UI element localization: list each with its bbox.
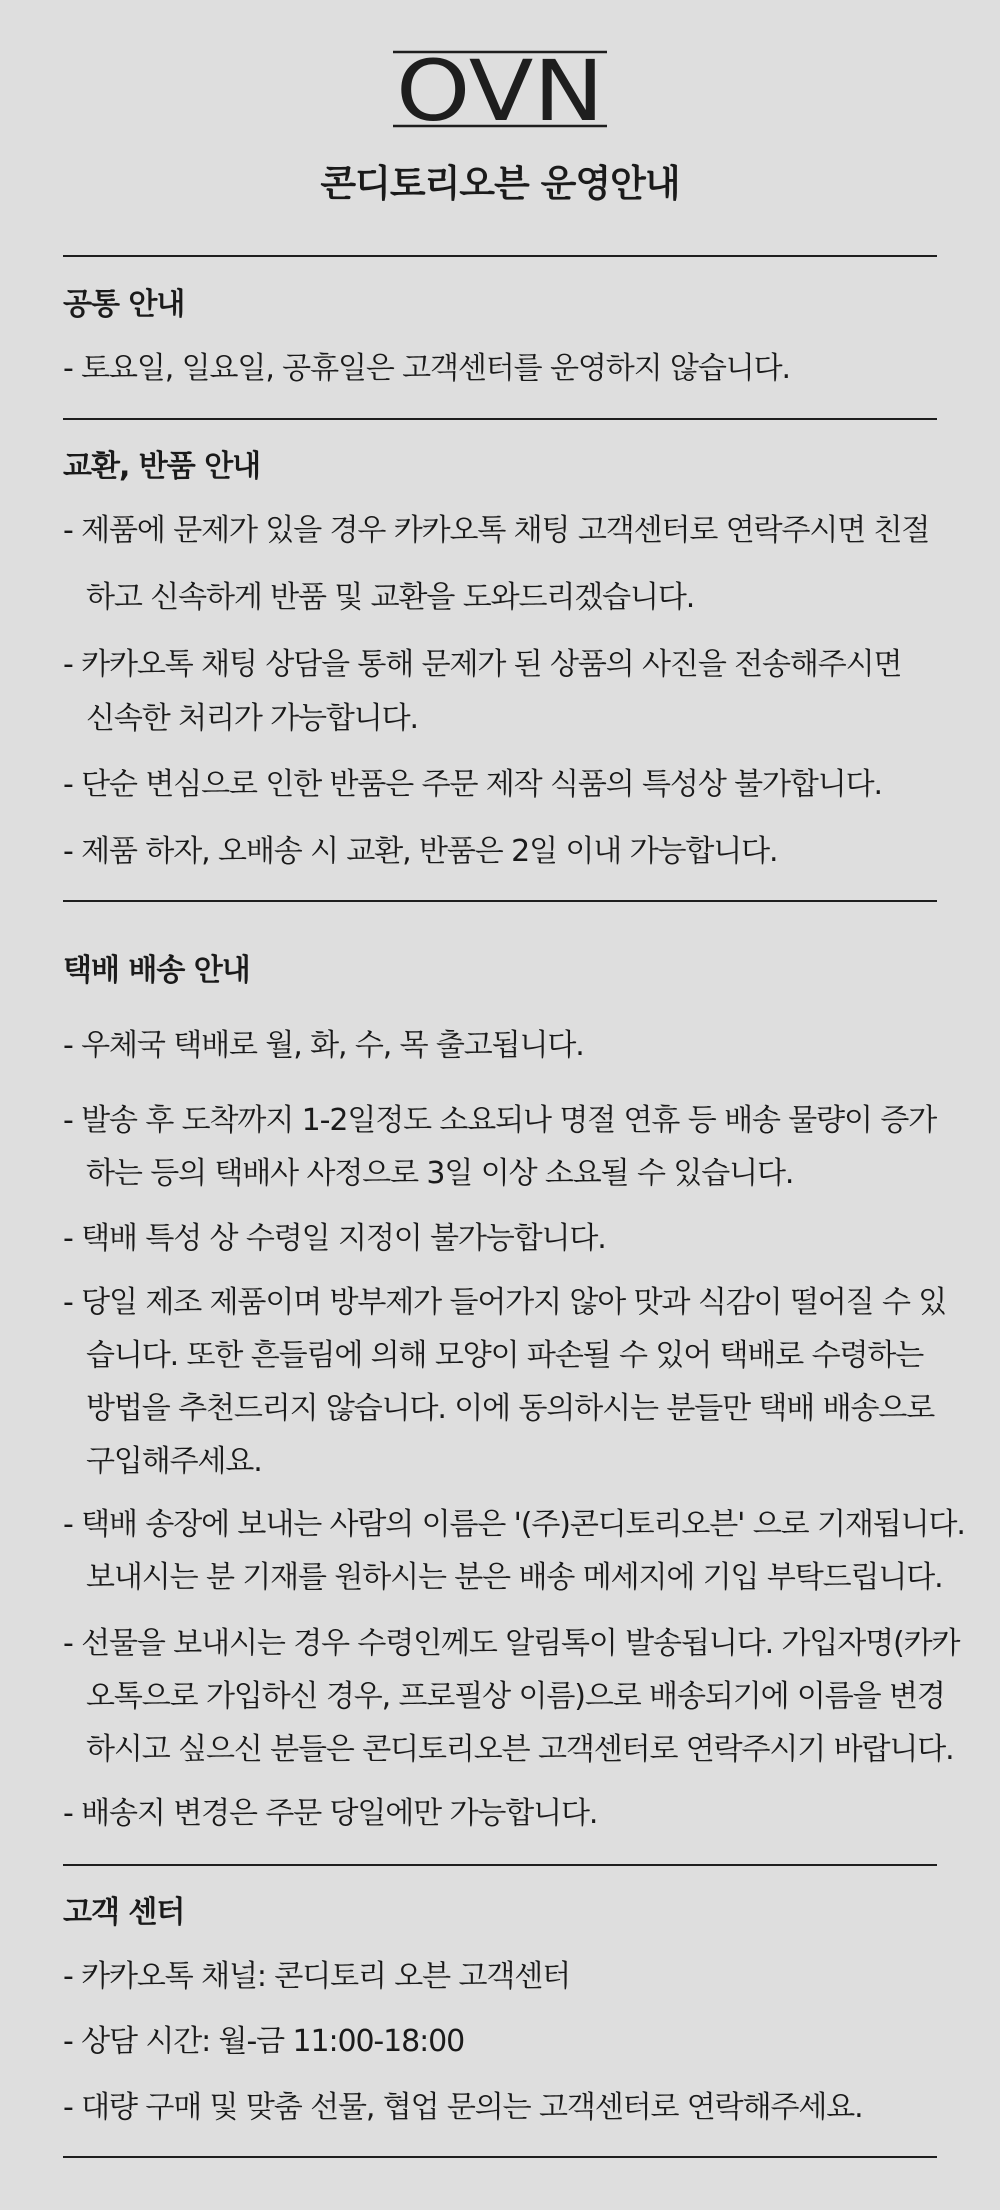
notice-line-continued: 하는 등의 택배사 사정으로 3일 이상 소요될 수 있습니다. xyxy=(86,1156,794,1191)
notice-line-continued: 하고 신속하게 반품 및 교환을 도와드리겠습니다. xyxy=(86,580,695,615)
notice-line: - 제품 하자, 오배송 시 교환, 반품은 2일 이내 가능합니다. xyxy=(63,834,778,869)
divider xyxy=(63,900,937,902)
notice-line-continued: 구입해주세요. xyxy=(86,1444,262,1479)
notice-line: - 단순 변심으로 인한 반품은 주문 제작 식품의 특성상 불가합니다. xyxy=(63,767,882,802)
notice-line-continued: 습니다. 또한 흔들림에 의해 모양이 파손될 수 있어 택배로 수령하는 xyxy=(86,1338,924,1373)
notice-line: - 토요일, 일요일, 공휴일은 고객센터를 운영하지 않습니다. xyxy=(63,351,790,386)
divider xyxy=(63,255,937,257)
divider xyxy=(63,1864,937,1866)
notice-line: - 당일 제조 제품이며 방부제가 들어가지 않아 맛과 식감이 떨어질 수 있 xyxy=(63,1285,947,1320)
notice-line-continued: 방법을 추천드리지 않습니다. 이에 동의하시는 분들만 택배 배송으로 xyxy=(86,1391,935,1426)
ovn-logo xyxy=(393,50,607,128)
notice-line: - 상담 시간: 월-금 11:00-18:00 xyxy=(63,2024,465,2059)
divider xyxy=(63,2156,937,2158)
section-title-exchange-return: 교환, 반품 안내 xyxy=(63,449,261,484)
notice-line: - 선물을 보내시는 경우 수령인께도 알림톡이 발송됩니다. 가입자명(카카 xyxy=(63,1626,960,1661)
notice-line-continued: 하시고 싶으신 분들은 콘디토리오븐 고객센터로 연락주시기 바랍니다. xyxy=(86,1732,954,1767)
section-title-customer-center: 고객 센터 xyxy=(63,1895,185,1930)
section-title-common: 공통 안내 xyxy=(63,287,185,322)
notice-line: - 우체국 택배로 월, 화, 수, 목 출고됩니다. xyxy=(63,1028,584,1063)
notice-line-continued: 오톡으로 가입하신 경우, 프로필상 이름)으로 배송되기에 이름을 변경 xyxy=(86,1679,945,1714)
section-title-delivery: 택배 배송 안내 xyxy=(63,953,250,988)
notice-line-continued: 보내시는 분 기재를 원하시는 분은 배송 메세지에 기입 부탁드립니다. xyxy=(86,1560,943,1595)
page-title: 콘디토리오븐 운영안내 xyxy=(320,162,680,205)
notice-line: - 카카오톡 채팅 상담을 통해 문제가 된 상품의 사진을 전송해주시면 xyxy=(63,647,902,682)
logo-text: OVN xyxy=(396,50,604,128)
notice-line: - 카카오톡 채널: 콘디토리 오븐 고객센터 xyxy=(63,1959,570,1994)
ovn-logo-graphic xyxy=(393,50,607,128)
notice-line: - 택배 특성 상 수령일 지정이 불가능합니다. xyxy=(63,1221,606,1256)
notice-line: - 배송지 변경은 주문 당일에만 가능합니다. xyxy=(63,1796,598,1831)
notice-line: - 대량 구매 및 맞춤 선물, 협업 문의는 고객센터로 연락해주세요. xyxy=(63,2090,863,2125)
notice-line-continued: 신속한 처리가 가능합니다. xyxy=(86,701,418,736)
notice-line: - 제품에 문제가 있을 경우 카카오톡 채팅 고객센터로 연락주시면 친절 xyxy=(63,513,930,548)
notice-line: - 택배 송장에 보내는 사람의 이름은 '(주)콘디토리오븐' 으로 기재됩니다. xyxy=(63,1507,965,1542)
notice-line: - 발송 후 도착까지 1-2일정도 소요되나 명절 연휴 등 배송 물량이 증가 xyxy=(63,1103,937,1138)
divider xyxy=(63,418,937,420)
